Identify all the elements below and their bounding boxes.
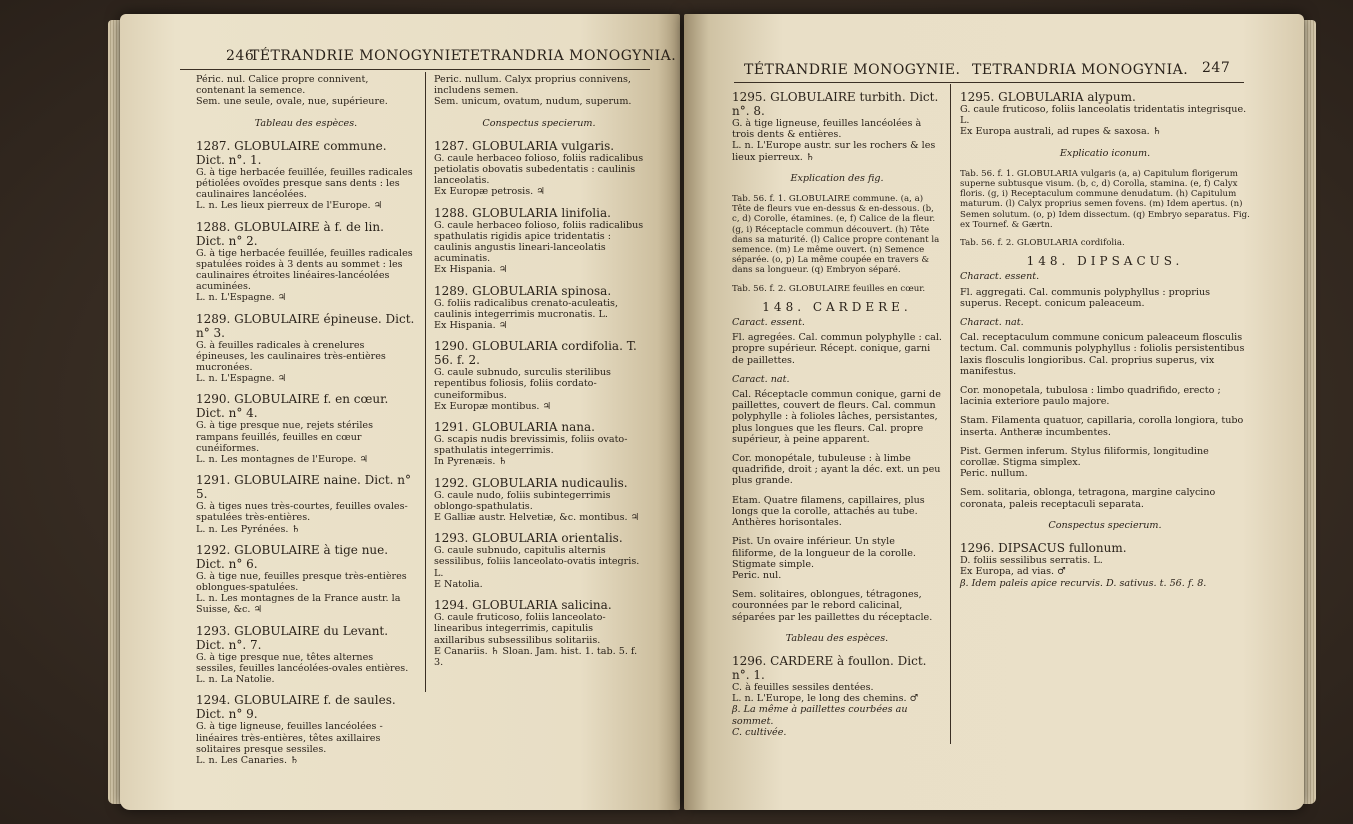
right-column-divider <box>950 84 951 744</box>
variety-text: β. La même à paillettes courbées au sommet. <box>732 704 908 727</box>
species-desc: G. à tige herbacée feuillée, feuilles radicales spatulées roides à 3 dents au sommet : les caulinaires étroites linéaires-lancéolées acuminées. <box>196 247 413 293</box>
species-title: 1292. GLOBULARIA nudicaulis. <box>434 475 628 490</box>
species-loc: L. n. L'Europe, le long des chemins. ♂ <box>732 693 919 705</box>
species-loc: L. n. L'Europe austr. sur les rochers & les lieux pierreux. ♄ <box>732 140 936 163</box>
genus-heading: 148. CARDERE. <box>762 299 912 314</box>
species-desc: G. foliis radicalibus crenato-aculeatis, caulinis integerrimis mucronatis. L. <box>434 297 619 320</box>
right-page <box>684 14 1304 810</box>
species-title: 1296. DIPSACUS fullonum. <box>960 541 1127 556</box>
variety-text: β. Idem paleis apice recurvis. D. sativus. t. 56. f. 8. <box>960 577 1207 589</box>
species-desc: G. à tige ligneuse, feuilles lancéolées à trois dents & entières. <box>732 118 922 141</box>
species-loc: E Natolia. <box>434 578 483 590</box>
species-desc: G. à tige presque nue, rejets stériles rampans feuillés, feuilles en cœur cunéiformes. <box>196 420 374 454</box>
left-header-la: TETRANDRIA MONOGYNIA. <box>460 48 677 64</box>
genus-heading: 148. DIPSACUS. <box>1026 254 1184 269</box>
species-title: 1292. GLOBULAIRE à tige nue. Dict. n° 6. <box>196 542 389 571</box>
variety-text: C. cultivée. <box>732 726 787 738</box>
char-text: Cal. receptaculum commune conicum paleaceum flosculis tectum. Cal. communis polyphyllus : foliolis persistentibus laxis flosculis longioribus. Cal. proprius superus, vix manifestus. <box>960 332 1245 377</box>
species-loc: E Canariis. ♄ Sloan. Jam. hist. 1. tab. 5. f. 3. <box>434 645 638 668</box>
species-title: 1290. GLOBULARIA cordifolia. T. 56. f. 2. <box>434 339 637 368</box>
species-loc: L. n. Les Canaries. ♄ <box>196 754 299 766</box>
species-title: 1293. GLOBULARIA orientalis. <box>434 531 623 546</box>
species-title: 1294. GLOBULAIRE f. de saules. Dict. n° 9. <box>196 693 396 722</box>
left-page <box>120 14 680 810</box>
char-text: Peric. nul. <box>732 569 782 581</box>
species-desc: G. caule subnudo, surculis sterilibus repentibus foliosis, foliis cordato-cuneiformibus. <box>434 367 611 401</box>
species-desc: G. à tige nue, feuilles presque très-entières oblongues-spatulées. <box>196 570 407 594</box>
species-title: 1287. GLOBULAIRE commune. Dict. n°. 1. <box>196 138 387 167</box>
fr-text: Péric. nul. Calice propre connivent, contenant la semence. <box>196 74 369 97</box>
char-text: Fl. aggregati. Cal. communis polyphyllus : proprius superus. Recept. conicum paleaceum. <box>960 286 1211 309</box>
char-text: Etam. Quatre filamens, capillaires, plus longs que la corolle, attachés au tube. Anthères horisontales. <box>732 494 925 529</box>
species-desc: G. à tige ligneuse, feuilles lancéolées - linéaires très-entières, têtes axillaires solitaires presque sessiles. <box>196 721 383 755</box>
species-loc: Ex Hispania. ♃ <box>434 320 508 332</box>
char-text: Peric. nullum. <box>960 468 1028 480</box>
la-text: Peric. nullum. Calyx proprius connivens, includens semen. <box>434 74 631 97</box>
species-desc: G. caule subnudo, capitulis alternis sessilibus, foliis lanceolato-ovatis integris. L. <box>434 545 640 579</box>
species-loc: Ex Europæ montibus. ♃ <box>434 400 552 412</box>
species-loc: L. n. Les montagnes de l'Europe. ♃ <box>196 454 369 466</box>
char-text: Pist. Germen inferum. Stylus filiformis, longitudine corollæ. Stigma simplex. <box>960 445 1209 469</box>
left-header-fr: TÉTRANDRIE MONOGYNIE. <box>250 48 467 64</box>
species-title: 1296. CARDERE à foullon. Dict. n°. 1. <box>732 653 927 682</box>
species-loc: L. n. Les montagnes de la France austr. la Suisse, &c. ♃ <box>196 593 401 616</box>
species-desc: C. à feuilles sessiles dentées. <box>732 681 874 693</box>
species-loc: L. n. L'Espagne. ♃ <box>196 373 287 385</box>
la-text: Sem. unicum, ovatum, nudum, superum. <box>434 96 632 108</box>
species-loc: L. n. La Natolie. <box>196 674 275 686</box>
char-text: Cor. monopetala, tubulosa : limbo quadrifido, erecto ; lacinia exteriore paulo majore. <box>960 385 1221 408</box>
subheading: Caract. essent. <box>732 317 805 329</box>
char-text: Sem. solitaria, oblonga, tetragona, margine calycino coronata, paleis receptaculi separata. <box>960 487 1216 510</box>
left-header-rule <box>180 69 650 70</box>
left-column-divider <box>425 72 426 692</box>
species-desc: G. caule herbaceo folioso, foliis radicalibus petiolatis obovatis subedentatis : caulinis lanceolatis. <box>434 152 644 187</box>
right-page-number: 247 <box>1202 60 1231 76</box>
right-fr-column <box>732 90 942 738</box>
species-desc: D. foliis sessilibus serratis. L. <box>960 555 1103 567</box>
right-header-rule <box>734 82 1244 83</box>
species-title: 1288. GLOBULARIA linifolia. <box>434 205 611 220</box>
species-desc: G. caule nudo, foliis subintegerrimis oblongo-spathulatis. <box>434 489 611 512</box>
species-loc: In Pyrenæis. ♄ <box>434 456 508 468</box>
figure-explanation: Tab. 56. f. 1. GLOBULAIRE commune. (a, a) Tête de fleurs vue en-dessus & en-dessous. (b, c, d) Corolle, étamines. (e, f) Calice de la fleur. (g, i) Réceptacle commun découvert. (h) Tête dans sa maturité. (l) Calice propre contenant la semence. (m) Le même ouvert. (n) Semence séparée. (o, p) La même coupée en travers & dans sa longueur. (q) Embryon séparé. <box>732 194 940 276</box>
figure-caption: Tab. 56. f. 2. GLOBULAIRE feuilles en cœur. <box>732 283 926 294</box>
species-title: 1291. GLOBULAIRE naine. Dict. n° 5. <box>196 473 412 502</box>
section-heading: Tableau des espèces. <box>785 632 889 644</box>
char-text: Sem. solitaires, oblongues, tétragones, couronnées par le rebord calicinal, séparées par les paillettes du réceptacle. <box>732 589 933 623</box>
species-title: 1295. GLOBULAIRE turbith. Dict. n°. 8. <box>732 90 939 118</box>
section-heading: Tableau des espèces. <box>254 117 358 129</box>
right-header-fr: TÉTRANDRIE MONOGYNIE. <box>744 62 961 78</box>
species-desc: G. à tiges nues très-courtes, feuilles ovales-spatulées très-entières. <box>196 501 408 524</box>
species-desc: G. caule herbaceo folioso, foliis radicalibus spathulatis rigidis apice tridentatis : caulinis angustis lineari-lanceolatis acuminatis. <box>434 219 644 265</box>
species-title: 1290. GLOBULAIRE f. en cœur. Dict. n° 4. <box>196 392 389 421</box>
subheading: Charact. nat. <box>960 317 1024 329</box>
figure-caption: Tab. 56. f. 2. GLOBULARIA cordifolia. <box>960 238 1125 249</box>
species-title: 1294. GLOBULARIA salicina. <box>434 598 612 613</box>
species-title: 1295. GLOBULARIA alypum. <box>960 90 1136 104</box>
subheading: Charact. essent. <box>960 271 1040 283</box>
species-loc: Ex Europa australi, ad rupes & saxosa. ♄ <box>960 126 1162 138</box>
species-desc: G. caule fruticoso, foliis lanceolato-linearibus integerrimis, capitulis axillaribus subsessilibus solitariis. <box>434 612 606 646</box>
species-loc: L. n. Les lieux pierreux de l'Europe. ♃ <box>196 200 383 212</box>
species-desc: G. à tige presque nue, têtes alternes sessiles, feuilles lancéolées-ovales entières. <box>196 651 409 674</box>
species-loc: Ex Europæ petrosis. ♃ <box>434 186 545 198</box>
char-text: Cal. Réceptacle commun conique, garni de paillettes, couvert de fleurs. Cal. commun polyphylle : à folioles lâches, persistantes, plus longues que les fleurs. Cal. propre supérieur, à peine apparent. <box>732 389 941 445</box>
species-title: 1289. GLOBULARIA spinosa. <box>434 283 612 298</box>
species-desc: G. caule fruticoso, foliis lanceolatis tridentatis integrisque. L. <box>960 104 1247 127</box>
species-loc: E Galliæ austr. Helvetiæ, &c. montibus. ♃ <box>434 512 640 524</box>
char-text: Cor. monopétale, tubuleuse : à limbe quadrifide, droit ; ayant la déc. ext. un peu plus grande. <box>732 453 941 487</box>
char-text: Pist. Un ovaire inférieur. Un style filiforme, de la longueur de la corolle. Stigmate simple. <box>732 536 916 570</box>
section-heading: Conspectus specierum. <box>1048 519 1162 531</box>
species-loc: Ex Europa, ad vias. ♂ <box>960 566 1066 578</box>
species-desc: G. scapis nudis brevissimis, foliis ovato-spathulatis integerrimis. <box>434 434 628 457</box>
right-page-edges <box>1302 20 1316 804</box>
right-header-la: TETRANDRIA MONOGYNIA. <box>972 62 1189 78</box>
species-title: 1288. GLOBULAIRE à f. de lin. Dict. n° 2. <box>196 219 384 248</box>
species-title: 1291. GLOBULARIA nana. <box>434 420 595 435</box>
char-text: Stam. Filamenta quatuor, capillaria, corolla longiora, tubo inserta. Antheræ incumbentes. <box>960 415 1244 438</box>
section-heading: Explication des fig. <box>790 172 884 184</box>
left-fr-column <box>196 74 416 774</box>
species-desc: G. à feuilles radicales à crenelures épineuses, les caulinaires très-entières mucronées. <box>196 339 386 374</box>
section-heading: Conspectus specierum. <box>482 117 596 129</box>
left-page-number: 246 <box>226 48 255 64</box>
species-loc: Ex Hispania. ♃ <box>434 264 508 276</box>
species-title: 1289. GLOBULAIRE épineuse. Dict. n° 3. <box>196 311 415 340</box>
char-text: Fl. agregées. Cal. commun polyphylle : cal. propre supérieur. Récept. conique, garni de paillettes. <box>732 332 942 366</box>
right-la-column <box>960 90 1250 589</box>
section-heading: Explicatio iconum. <box>1059 147 1151 159</box>
fr-text: Sem. une seule, ovale, nue, supérieure. <box>196 96 388 108</box>
species-loc: L. n. L'Espagne. ♃ <box>196 292 287 304</box>
species-title: 1293. GLOBULAIRE du Levant. Dict. n°. 7. <box>196 623 389 652</box>
left-la-column <box>434 74 644 676</box>
species-desc: G. à tige herbacée feuillée, feuilles radicales pétiolées ovoïdes presque sans dents : les caulinaires lancéolées. <box>196 166 413 201</box>
species-title: 1287. GLOBULARIA vulgaris. <box>434 138 615 153</box>
figure-explanation: Tab. 56. f. 1. GLOBULARIA vulgaris (a, a) Capitulum florigerum superne subtusque visum. (b, c, d) Corolla, stamina. (e, f) Calyx floris. (g, i) Receptaculum commune denudatum. (h) Capitulum maturum. (l) Calyx proprius semen fovens. (m) Idem apertus. (n) Semen solutum. (o, p) Idem dissectum. (q) Embryo separatus. Fig. ex Tournef. & Gærtn. <box>960 168 1250 230</box>
subheading: Caract. nat. <box>732 373 790 385</box>
species-loc: L. n. Les Pyrénées. ♄ <box>196 523 301 535</box>
